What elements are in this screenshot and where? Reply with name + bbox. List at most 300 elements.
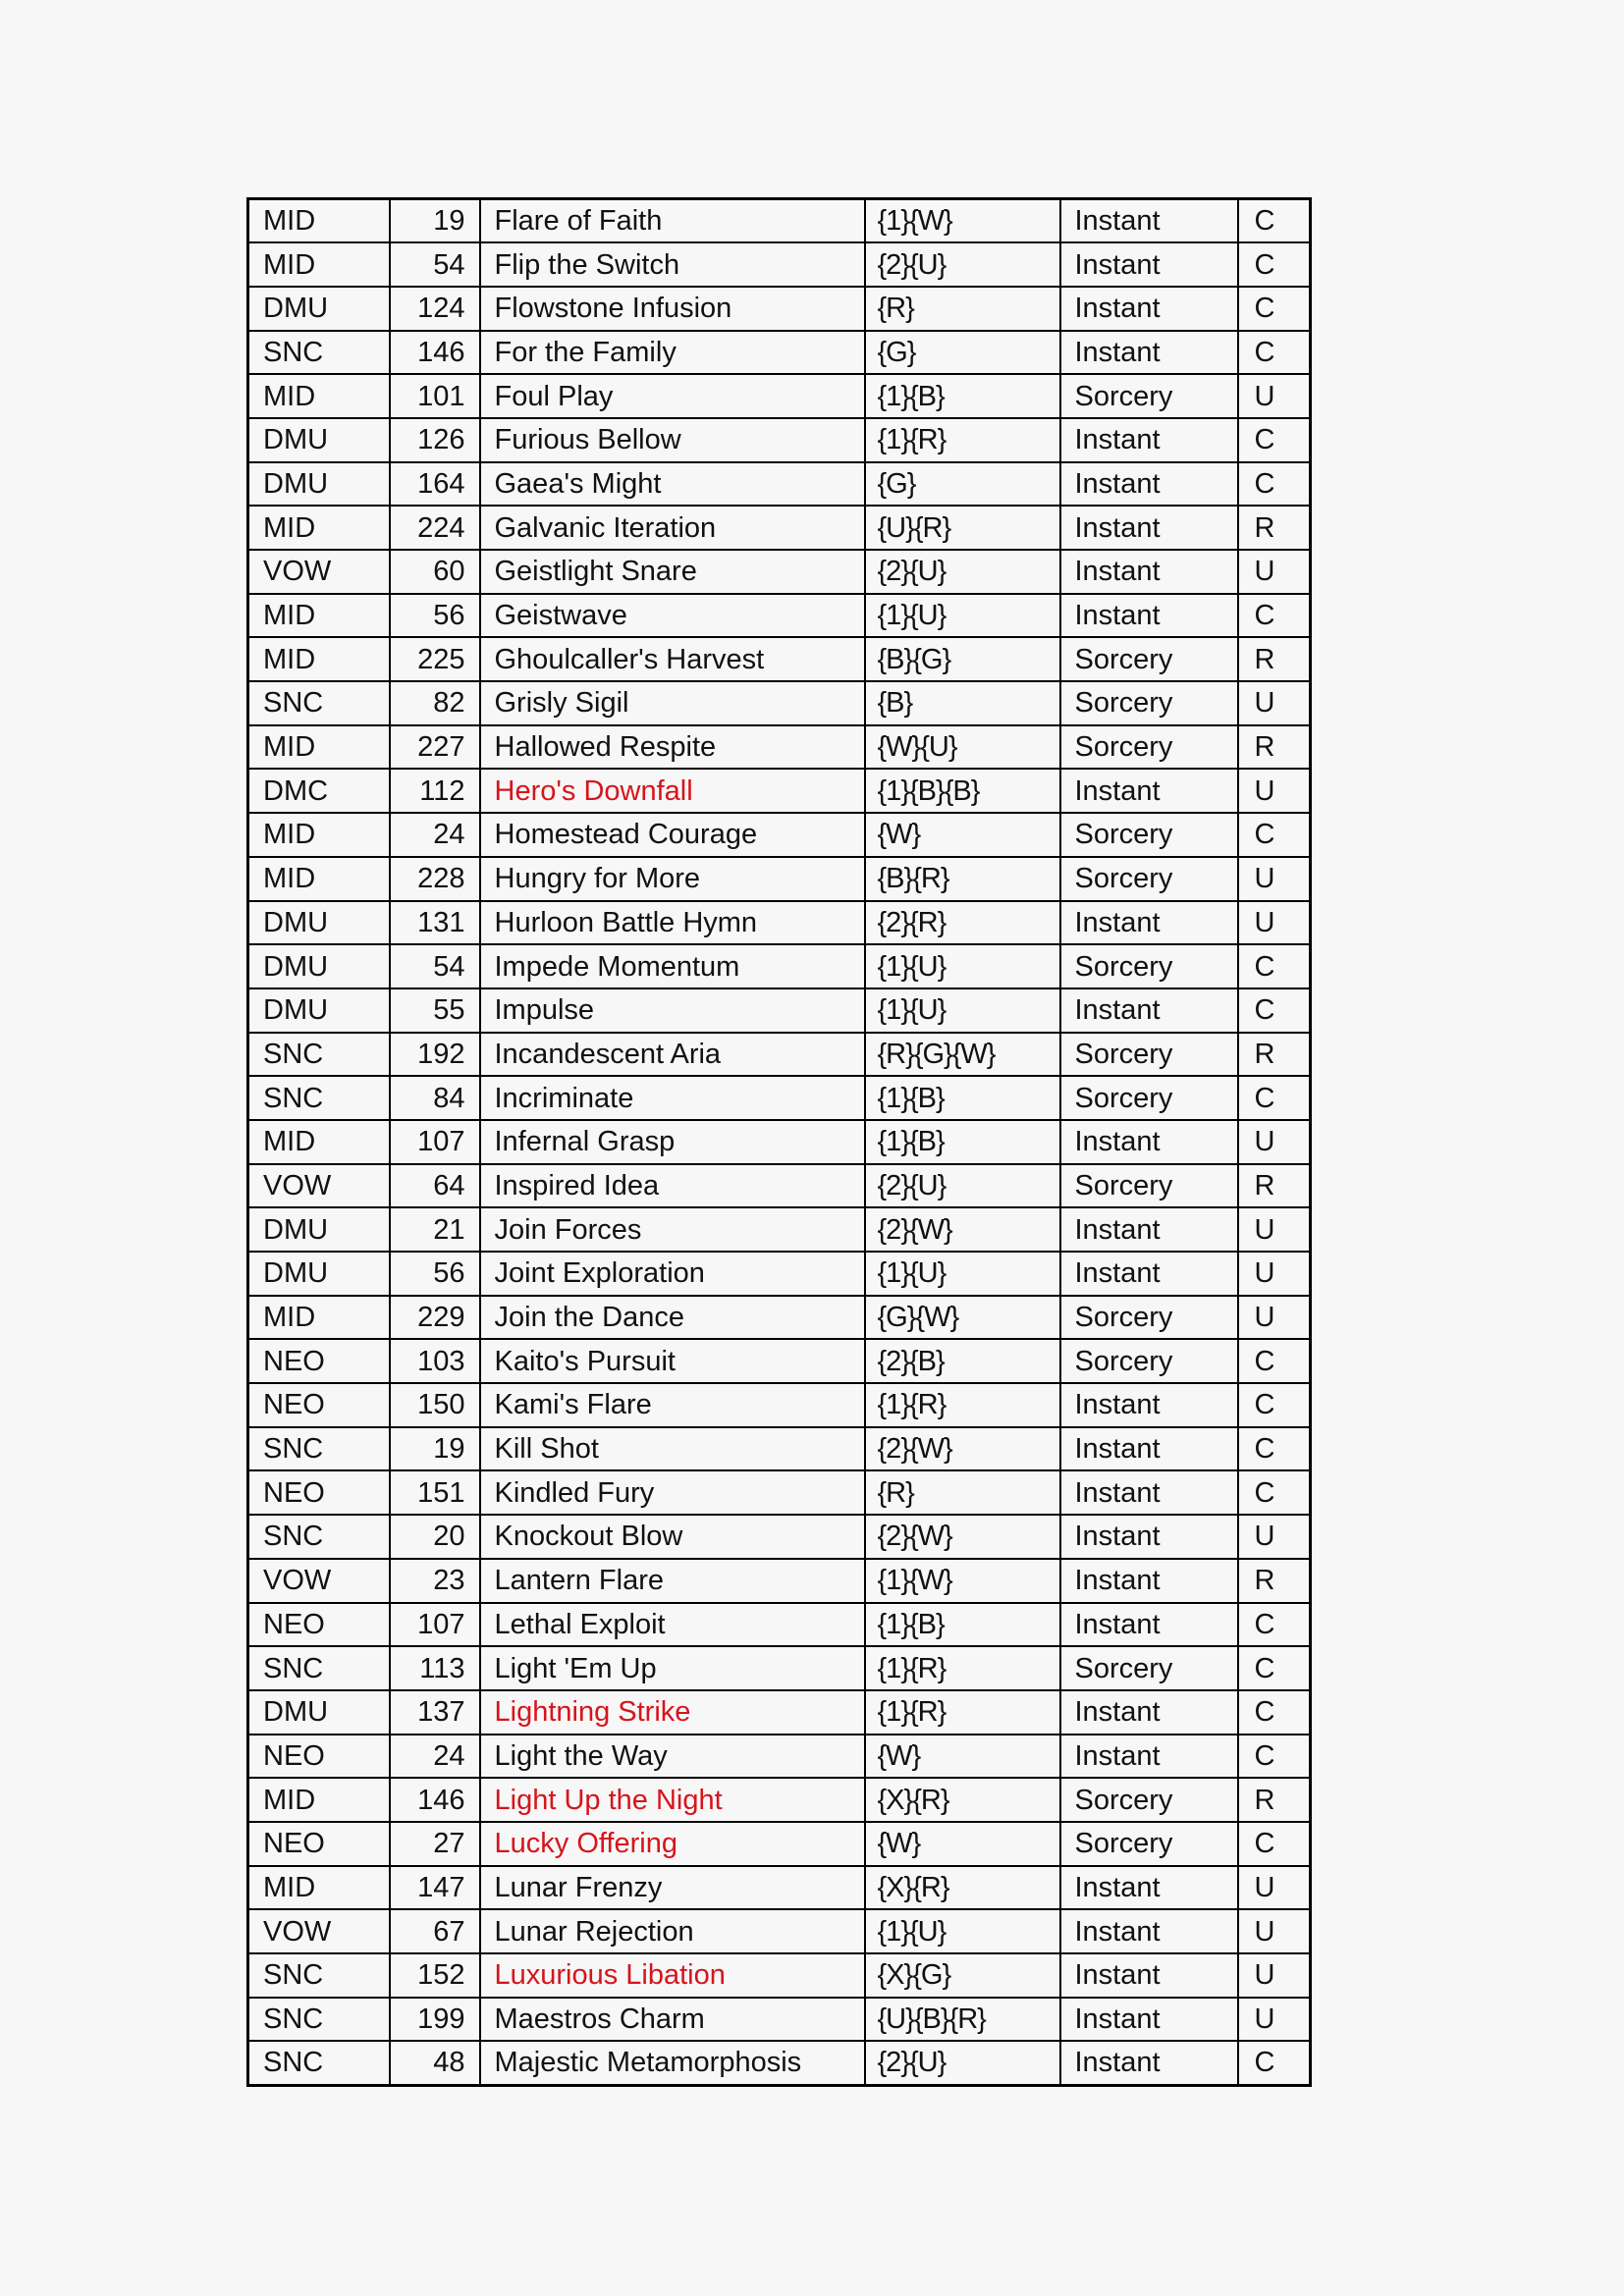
table-row bbox=[248, 1603, 1311, 1647]
card-name-cell: Incandescent Aria bbox=[480, 1033, 865, 1077]
mana-cost-cell: {B}{G} bbox=[865, 637, 1060, 681]
mana-cost-cell: {U}{R} bbox=[865, 506, 1060, 550]
set-code-cell: SNC bbox=[248, 1515, 390, 1559]
mana-cost-cell: {U}{B}{R} bbox=[865, 1998, 1060, 2042]
set-code-cell: DMU bbox=[248, 462, 390, 507]
rarity-cell: U bbox=[1238, 1252, 1311, 1296]
mana-cost-cell: {G} bbox=[865, 462, 1060, 507]
card-name-cell: Lunar Rejection bbox=[480, 1909, 865, 1953]
rarity-cell: U bbox=[1238, 857, 1311, 901]
mana-cost-cell: {2}{B} bbox=[865, 1339, 1060, 1383]
mana-cost-cell: {W} bbox=[865, 813, 1060, 857]
collector-number-cell: 107 bbox=[390, 1120, 480, 1164]
collector-number-cell: 126 bbox=[390, 418, 480, 462]
table-row bbox=[248, 1427, 1311, 1471]
set-code-cell: DMU bbox=[248, 1252, 390, 1296]
rarity-cell: C bbox=[1238, 1822, 1311, 1866]
mana-cost-cell: {2}{W} bbox=[865, 1515, 1060, 1559]
card-name-cell: Furious Bellow bbox=[480, 418, 865, 462]
card-type-cell: Instant bbox=[1060, 1207, 1238, 1252]
card-name-cell: Light Up the Night bbox=[480, 1778, 865, 1822]
card-list-body bbox=[248, 199, 1311, 2086]
table-row bbox=[248, 287, 1311, 331]
rarity-cell: C bbox=[1238, 1603, 1311, 1647]
set-code-cell: VOW bbox=[248, 1909, 390, 1953]
collector-number-cell: 229 bbox=[390, 1296, 480, 1340]
card-name-cell: Light 'Em Up bbox=[480, 1646, 865, 1690]
mana-cost-cell: {G} bbox=[865, 331, 1060, 375]
collector-number-cell: 152 bbox=[390, 1953, 480, 1998]
collector-number-cell: 60 bbox=[390, 550, 480, 594]
table-row bbox=[248, 988, 1311, 1033]
rarity-cell: R bbox=[1238, 725, 1311, 770]
card-type-cell: Sorcery bbox=[1060, 1296, 1238, 1340]
table-row bbox=[248, 725, 1311, 770]
collector-number-cell: 131 bbox=[390, 901, 480, 945]
set-code-cell: VOW bbox=[248, 550, 390, 594]
mana-cost-cell: {2}{R} bbox=[865, 901, 1060, 945]
mana-cost-cell: {1}{B} bbox=[865, 1076, 1060, 1120]
mana-cost-cell: {B} bbox=[865, 681, 1060, 725]
mana-cost-cell: {1}{U} bbox=[865, 594, 1060, 638]
mana-cost-cell: {2}{W} bbox=[865, 1427, 1060, 1471]
collector-number-cell: 103 bbox=[390, 1339, 480, 1383]
set-code-cell: NEO bbox=[248, 1735, 390, 1779]
table-row bbox=[248, 1515, 1311, 1559]
card-name-cell: Luxurious Libation bbox=[480, 1953, 865, 1998]
table-row bbox=[248, 1822, 1311, 1866]
table-row bbox=[248, 1778, 1311, 1822]
card-name-cell: Hallowed Respite bbox=[480, 725, 865, 770]
table-row bbox=[248, 1646, 1311, 1690]
rarity-cell: U bbox=[1238, 1120, 1311, 1164]
card-name-cell: Ghoulcaller's Harvest bbox=[480, 637, 865, 681]
card-type-cell: Instant bbox=[1060, 462, 1238, 507]
collector-number-cell: 19 bbox=[390, 199, 480, 243]
set-code-cell: NEO bbox=[248, 1603, 390, 1647]
rarity-cell: C bbox=[1238, 1690, 1311, 1735]
card-name-cell: Lantern Flare bbox=[480, 1559, 865, 1603]
mana-cost-cell: {1}{B} bbox=[865, 374, 1060, 418]
rarity-cell: C bbox=[1238, 287, 1311, 331]
set-code-cell: SNC bbox=[248, 1033, 390, 1077]
card-type-cell: Instant bbox=[1060, 1735, 1238, 1779]
collector-number-cell: 224 bbox=[390, 506, 480, 550]
mana-cost-cell: {1}{U} bbox=[865, 988, 1060, 1033]
rarity-cell: C bbox=[1238, 1339, 1311, 1383]
table-row bbox=[248, 1164, 1311, 1208]
collector-number-cell: 64 bbox=[390, 1164, 480, 1208]
mana-cost-cell: {G}{W} bbox=[865, 1296, 1060, 1340]
card-name-cell: Flowstone Infusion bbox=[480, 287, 865, 331]
collector-number-cell: 113 bbox=[390, 1646, 480, 1690]
collector-number-cell: 146 bbox=[390, 331, 480, 375]
table-row bbox=[248, 462, 1311, 507]
mana-cost-cell: {1}{B} bbox=[865, 1603, 1060, 1647]
collector-number-cell: 20 bbox=[390, 1515, 480, 1559]
card-type-cell: Sorcery bbox=[1060, 1339, 1238, 1383]
rarity-cell: C bbox=[1238, 944, 1311, 988]
rarity-cell: C bbox=[1238, 418, 1311, 462]
collector-number-cell: 56 bbox=[390, 594, 480, 638]
card-type-cell: Instant bbox=[1060, 199, 1238, 243]
card-type-cell: Sorcery bbox=[1060, 1646, 1238, 1690]
card-type-cell: Instant bbox=[1060, 988, 1238, 1033]
mana-cost-cell: {W} bbox=[865, 1735, 1060, 1779]
collector-number-cell: 101 bbox=[390, 374, 480, 418]
set-code-cell: SNC bbox=[248, 331, 390, 375]
rarity-cell: R bbox=[1238, 1559, 1311, 1603]
table-row bbox=[248, 1296, 1311, 1340]
set-code-cell: DMU bbox=[248, 944, 390, 988]
mana-cost-cell: {2}{U} bbox=[865, 550, 1060, 594]
table-row bbox=[248, 1120, 1311, 1164]
card-name-cell: Maestros Charm bbox=[480, 1998, 865, 2042]
set-code-cell: MID bbox=[248, 506, 390, 550]
set-code-cell: DMU bbox=[248, 1207, 390, 1252]
card-name-cell: Hero's Downfall bbox=[480, 769, 865, 813]
set-code-cell: DMU bbox=[248, 901, 390, 945]
rarity-cell: R bbox=[1238, 637, 1311, 681]
table-row bbox=[248, 418, 1311, 462]
rarity-cell: C bbox=[1238, 1735, 1311, 1779]
mana-cost-cell: {2}{U} bbox=[865, 2041, 1060, 2085]
mana-cost-cell: {X}{R} bbox=[865, 1866, 1060, 1910]
card-type-cell: Sorcery bbox=[1060, 857, 1238, 901]
card-name-cell: Kill Shot bbox=[480, 1427, 865, 1471]
card-type-cell: Instant bbox=[1060, 1953, 1238, 1998]
set-code-cell: DMU bbox=[248, 1690, 390, 1735]
rarity-cell: C bbox=[1238, 988, 1311, 1033]
set-code-cell: MID bbox=[248, 242, 390, 287]
mana-cost-cell: {2}{W} bbox=[865, 1207, 1060, 1252]
card-name-cell: Homestead Courage bbox=[480, 813, 865, 857]
set-code-cell: MID bbox=[248, 637, 390, 681]
table-row bbox=[248, 1559, 1311, 1603]
card-type-cell: Sorcery bbox=[1060, 1033, 1238, 1077]
table-row bbox=[248, 901, 1311, 945]
card-type-cell: Sorcery bbox=[1060, 725, 1238, 770]
rarity-cell: R bbox=[1238, 1164, 1311, 1208]
set-code-cell: SNC bbox=[248, 1646, 390, 1690]
table-row bbox=[248, 199, 1311, 243]
card-type-cell: Instant bbox=[1060, 1998, 1238, 2042]
mana-cost-cell: {X}{G} bbox=[865, 1953, 1060, 1998]
table-row bbox=[248, 857, 1311, 901]
set-code-cell: NEO bbox=[248, 1339, 390, 1383]
table-row bbox=[248, 1690, 1311, 1735]
card-type-cell: Sorcery bbox=[1060, 1076, 1238, 1120]
table-row bbox=[248, 550, 1311, 594]
card-name-cell: Kami's Flare bbox=[480, 1383, 865, 1427]
collector-number-cell: 147 bbox=[390, 1866, 480, 1910]
card-name-cell: Geistlight Snare bbox=[480, 550, 865, 594]
rarity-cell: C bbox=[1238, 1383, 1311, 1427]
set-code-cell: VOW bbox=[248, 1559, 390, 1603]
set-code-cell: VOW bbox=[248, 1164, 390, 1208]
rarity-cell: C bbox=[1238, 199, 1311, 243]
set-code-cell: DMU bbox=[248, 988, 390, 1033]
collector-number-cell: 150 bbox=[390, 1383, 480, 1427]
table-row bbox=[248, 1383, 1311, 1427]
table-row bbox=[248, 374, 1311, 418]
set-code-cell: MID bbox=[248, 1120, 390, 1164]
set-code-cell: SNC bbox=[248, 1427, 390, 1471]
table-row bbox=[248, 1909, 1311, 1953]
set-code-cell: MID bbox=[248, 1296, 390, 1340]
rarity-cell: R bbox=[1238, 506, 1311, 550]
card-type-cell: Instant bbox=[1060, 901, 1238, 945]
collector-number-cell: 24 bbox=[390, 813, 480, 857]
card-type-cell: Instant bbox=[1060, 418, 1238, 462]
card-name-cell: Incriminate bbox=[480, 1076, 865, 1120]
collector-number-cell: 228 bbox=[390, 857, 480, 901]
collector-number-cell: 164 bbox=[390, 462, 480, 507]
rarity-cell: C bbox=[1238, 2041, 1311, 2085]
rarity-cell: C bbox=[1238, 462, 1311, 507]
collector-number-cell: 227 bbox=[390, 725, 480, 770]
card-type-cell: Instant bbox=[1060, 1559, 1238, 1603]
rarity-cell: U bbox=[1238, 1866, 1311, 1910]
card-name-cell: Grisly Sigil bbox=[480, 681, 865, 725]
table-row bbox=[248, 813, 1311, 857]
set-code-cell: DMU bbox=[248, 418, 390, 462]
table-row bbox=[248, 1470, 1311, 1515]
collector-number-cell: 54 bbox=[390, 944, 480, 988]
table-row bbox=[248, 1339, 1311, 1383]
rarity-cell: U bbox=[1238, 1296, 1311, 1340]
card-name-cell: Join the Dance bbox=[480, 1296, 865, 1340]
rarity-cell: U bbox=[1238, 1909, 1311, 1953]
card-type-cell: Instant bbox=[1060, 1383, 1238, 1427]
card-type-cell: Instant bbox=[1060, 769, 1238, 813]
card-type-cell: Instant bbox=[1060, 1515, 1238, 1559]
table-row bbox=[248, 506, 1311, 550]
set-code-cell: SNC bbox=[248, 681, 390, 725]
card-type-cell: Instant bbox=[1060, 1120, 1238, 1164]
mana-cost-cell: {2}{U} bbox=[865, 242, 1060, 287]
collector-number-cell: 146 bbox=[390, 1778, 480, 1822]
card-type-cell: Instant bbox=[1060, 1470, 1238, 1515]
card-name-cell: Lightning Strike bbox=[480, 1690, 865, 1735]
rarity-cell: R bbox=[1238, 1778, 1311, 1822]
table-row bbox=[248, 1998, 1311, 2042]
set-code-cell: SNC bbox=[248, 1953, 390, 1998]
card-name-cell: Joint Exploration bbox=[480, 1252, 865, 1296]
rarity-cell: U bbox=[1238, 1953, 1311, 1998]
collector-number-cell: 27 bbox=[390, 1822, 480, 1866]
card-name-cell: Kaito's Pursuit bbox=[480, 1339, 865, 1383]
table-row bbox=[248, 594, 1311, 638]
mana-cost-cell: {W} bbox=[865, 1822, 1060, 1866]
set-code-cell: MID bbox=[248, 725, 390, 770]
card-name-cell: Hungry for More bbox=[480, 857, 865, 901]
mana-cost-cell: {R} bbox=[865, 287, 1060, 331]
set-code-cell: MID bbox=[248, 199, 390, 243]
table-row bbox=[248, 1033, 1311, 1077]
table-row bbox=[248, 1953, 1311, 1998]
mana-cost-cell: {1}{W} bbox=[865, 1559, 1060, 1603]
collector-number-cell: 124 bbox=[390, 287, 480, 331]
card-name-cell: Flip the Switch bbox=[480, 242, 865, 287]
card-name-cell: Foul Play bbox=[480, 374, 865, 418]
mana-cost-cell: {1}{R} bbox=[865, 418, 1060, 462]
collector-number-cell: 82 bbox=[390, 681, 480, 725]
mana-cost-cell: {X}{R} bbox=[865, 1778, 1060, 1822]
collector-number-cell: 112 bbox=[390, 769, 480, 813]
rarity-cell: C bbox=[1238, 1470, 1311, 1515]
table-row bbox=[248, 681, 1311, 725]
collector-number-cell: 151 bbox=[390, 1470, 480, 1515]
table-row bbox=[248, 1735, 1311, 1779]
card-name-cell: Join Forces bbox=[480, 1207, 865, 1252]
collector-number-cell: 192 bbox=[390, 1033, 480, 1077]
set-code-cell: SNC bbox=[248, 2041, 390, 2085]
card-name-cell: Lucky Offering bbox=[480, 1822, 865, 1866]
rarity-cell: C bbox=[1238, 1076, 1311, 1120]
collector-number-cell: 54 bbox=[390, 242, 480, 287]
card-type-cell: Instant bbox=[1060, 2041, 1238, 2085]
rarity-cell: C bbox=[1238, 1646, 1311, 1690]
card-type-cell: Instant bbox=[1060, 242, 1238, 287]
card-name-cell: Flare of Faith bbox=[480, 199, 865, 243]
rarity-cell: U bbox=[1238, 1515, 1311, 1559]
card-name-cell: Gaea's Might bbox=[480, 462, 865, 507]
set-code-cell: MID bbox=[248, 1778, 390, 1822]
set-code-cell: NEO bbox=[248, 1383, 390, 1427]
card-type-cell: Sorcery bbox=[1060, 637, 1238, 681]
rarity-cell: C bbox=[1238, 594, 1311, 638]
collector-number-cell: 23 bbox=[390, 1559, 480, 1603]
table-row bbox=[248, 2041, 1311, 2085]
card-type-cell: Instant bbox=[1060, 1690, 1238, 1735]
card-name-cell: Knockout Blow bbox=[480, 1515, 865, 1559]
table-row bbox=[248, 637, 1311, 681]
table-row bbox=[248, 1076, 1311, 1120]
card-name-cell: Light the Way bbox=[480, 1735, 865, 1779]
rarity-cell: U bbox=[1238, 1998, 1311, 2042]
card-name-cell: Impede Momentum bbox=[480, 944, 865, 988]
set-code-cell: DMC bbox=[248, 769, 390, 813]
set-code-cell: MID bbox=[248, 374, 390, 418]
collector-number-cell: 55 bbox=[390, 988, 480, 1033]
rarity-cell: U bbox=[1238, 1207, 1311, 1252]
rarity-cell: C bbox=[1238, 331, 1311, 375]
collector-number-cell: 56 bbox=[390, 1252, 480, 1296]
collector-number-cell: 84 bbox=[390, 1076, 480, 1120]
collector-number-cell: 225 bbox=[390, 637, 480, 681]
card-type-cell: Instant bbox=[1060, 331, 1238, 375]
card-name-cell: Majestic Metamorphosis bbox=[480, 2041, 865, 2085]
rarity-cell: U bbox=[1238, 769, 1311, 813]
card-type-cell: Sorcery bbox=[1060, 1778, 1238, 1822]
mana-cost-cell: {R}{G}{W} bbox=[865, 1033, 1060, 1077]
set-code-cell: MID bbox=[248, 813, 390, 857]
mana-cost-cell: {1}{U} bbox=[865, 944, 1060, 988]
mana-cost-cell: {W}{U} bbox=[865, 725, 1060, 770]
card-type-cell: Instant bbox=[1060, 1252, 1238, 1296]
card-type-cell: Instant bbox=[1060, 1866, 1238, 1910]
card-name-cell: Inspired Idea bbox=[480, 1164, 865, 1208]
mana-cost-cell: {R} bbox=[865, 1470, 1060, 1515]
rarity-cell: C bbox=[1238, 813, 1311, 857]
rarity-cell: U bbox=[1238, 681, 1311, 725]
card-name-cell: Lethal Exploit bbox=[480, 1603, 865, 1647]
mana-cost-cell: {1}{U} bbox=[865, 1909, 1060, 1953]
card-type-cell: Sorcery bbox=[1060, 374, 1238, 418]
card-name-cell: Hurloon Battle Hymn bbox=[480, 901, 865, 945]
set-code-cell: SNC bbox=[248, 1076, 390, 1120]
card-type-cell: Sorcery bbox=[1060, 944, 1238, 988]
card-type-cell: Instant bbox=[1060, 1427, 1238, 1471]
mana-cost-cell: {1}{B}{B} bbox=[865, 769, 1060, 813]
set-code-cell: MID bbox=[248, 1866, 390, 1910]
set-code-cell: SNC bbox=[248, 1998, 390, 2042]
set-code-cell: NEO bbox=[248, 1470, 390, 1515]
collector-number-cell: 107 bbox=[390, 1603, 480, 1647]
set-code-cell: DMU bbox=[248, 287, 390, 331]
card-type-cell: Sorcery bbox=[1060, 1822, 1238, 1866]
table-row bbox=[248, 242, 1311, 287]
rarity-cell: C bbox=[1238, 1427, 1311, 1471]
set-code-cell: NEO bbox=[248, 1822, 390, 1866]
card-name-cell: Kindled Fury bbox=[480, 1470, 865, 1515]
card-name-cell: Impulse bbox=[480, 988, 865, 1033]
collector-number-cell: 21 bbox=[390, 1207, 480, 1252]
rarity-cell: U bbox=[1238, 374, 1311, 418]
collector-number-cell: 48 bbox=[390, 2041, 480, 2085]
card-type-cell: Sorcery bbox=[1060, 813, 1238, 857]
mana-cost-cell: {B}{R} bbox=[865, 857, 1060, 901]
card-type-cell: Instant bbox=[1060, 594, 1238, 638]
card-type-cell: Instant bbox=[1060, 287, 1238, 331]
card-name-cell: Geistwave bbox=[480, 594, 865, 638]
table-row bbox=[248, 944, 1311, 988]
mana-cost-cell: {1}{B} bbox=[865, 1120, 1060, 1164]
table-row bbox=[248, 1207, 1311, 1252]
set-code-cell: MID bbox=[248, 594, 390, 638]
table-row bbox=[248, 331, 1311, 375]
card-type-cell: Instant bbox=[1060, 550, 1238, 594]
table-row bbox=[248, 1866, 1311, 1910]
mana-cost-cell: {1}{R} bbox=[865, 1646, 1060, 1690]
collector-number-cell: 137 bbox=[390, 1690, 480, 1735]
mana-cost-cell: {1}{R} bbox=[865, 1383, 1060, 1427]
mana-cost-cell: {2}{U} bbox=[865, 1164, 1060, 1208]
table-row bbox=[248, 1252, 1311, 1296]
set-code-cell: MID bbox=[248, 857, 390, 901]
card-name-cell: Galvanic Iteration bbox=[480, 506, 865, 550]
card-type-cell: Instant bbox=[1060, 1909, 1238, 1953]
rarity-cell: U bbox=[1238, 550, 1311, 594]
collector-number-cell: 24 bbox=[390, 1735, 480, 1779]
card-name-cell: Infernal Grasp bbox=[480, 1120, 865, 1164]
collector-number-cell: 67 bbox=[390, 1909, 480, 1953]
rarity-cell: U bbox=[1238, 901, 1311, 945]
mana-cost-cell: {1}{R} bbox=[865, 1690, 1060, 1735]
card-type-cell: Sorcery bbox=[1060, 681, 1238, 725]
card-name-cell: Lunar Frenzy bbox=[480, 1866, 865, 1910]
card-list-table bbox=[246, 197, 1312, 2087]
card-type-cell: Instant bbox=[1060, 1603, 1238, 1647]
card-type-cell: Instant bbox=[1060, 506, 1238, 550]
table-row bbox=[248, 769, 1311, 813]
rarity-cell: R bbox=[1238, 1033, 1311, 1077]
mana-cost-cell: {1}{W} bbox=[865, 199, 1060, 243]
rarity-cell: C bbox=[1238, 242, 1311, 287]
collector-number-cell: 199 bbox=[390, 1998, 480, 2042]
collector-number-cell: 19 bbox=[390, 1427, 480, 1471]
